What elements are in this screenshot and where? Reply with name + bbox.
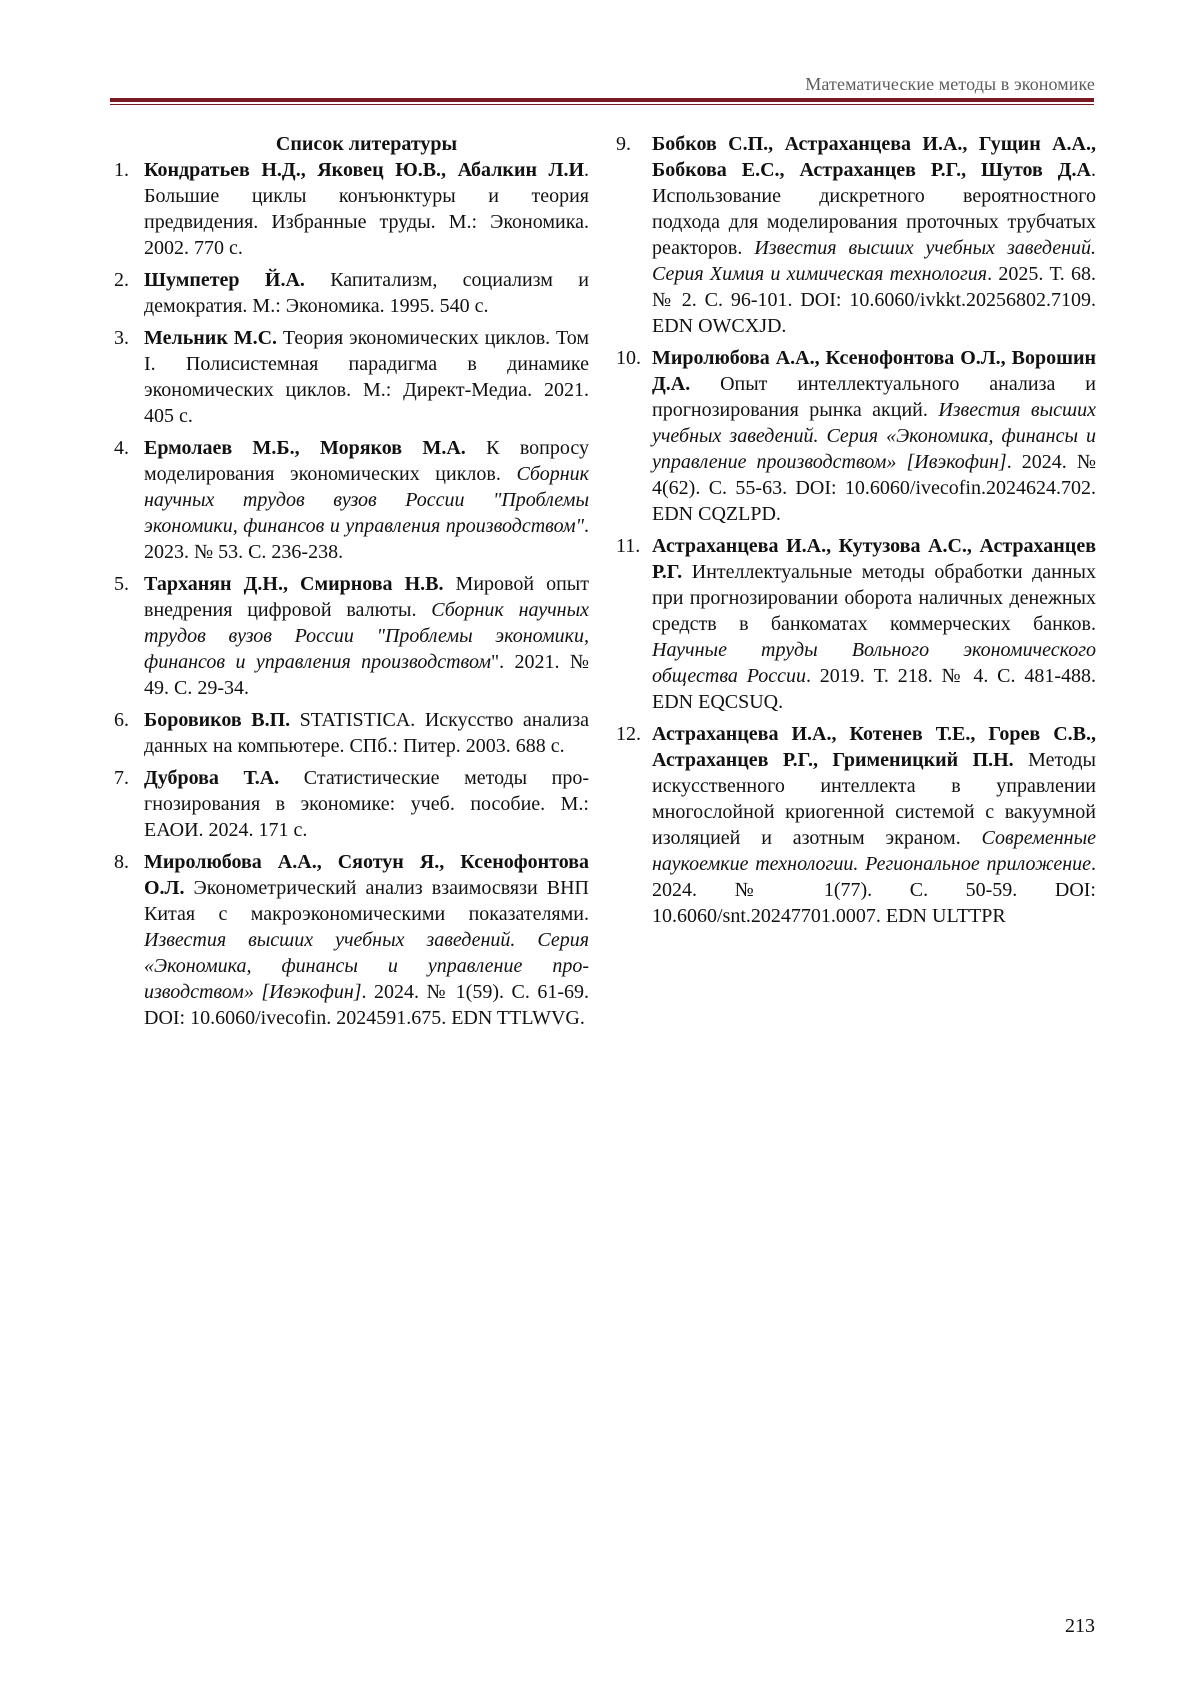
reference-source: Сборник научных трудов вузов России "Проблемы экономики, финансов и управления производством" (144, 463, 589, 537)
reference-authors: Бобков С.П., Астраханцева И.А., Гущин А.А., Бобкова Е.С., Астраханцев Р.Г., Шутов Д.А (652, 133, 1096, 181)
reference-authors: Миролюбова А.А., Сяотун Я., Ксенофонтова О.Л. (144, 851, 589, 899)
references-column-right (618, 131, 1096, 935)
reference-number: 2. (114, 269, 129, 291)
reference-number: 4. (114, 437, 129, 459)
reference-number: 12. (616, 723, 641, 745)
reference-number: 6. (114, 709, 129, 731)
reference-details: . 2023. № 53. С. 236-238. (144, 515, 589, 563)
reference-item-11 (618, 533, 1096, 715)
reference-number: 10. (616, 347, 641, 369)
page-number: 213 (1065, 1615, 1095, 1637)
references-heading: Список литературы (275, 133, 458, 155)
reference-source: Известия высших учебных заведений. Серия «Экономика, финансы и управление производством» [Ивэкофин] (652, 399, 1096, 473)
reference-item-2 (114, 267, 589, 319)
references-column-left (114, 131, 589, 1037)
reference-authors: Миролюбова А.А., Ксенофонтова О.Л., Ворошин Д.А. (652, 347, 1096, 395)
reference-text: Методы искусственного интеллекта в управлении многослойной криогенной системой с вакуумной изоляцией и азотным экраном. (652, 749, 1096, 849)
reference-text: . Использование дискретного вероятностного подхода для моделирования проточных трубчатых реакторов. (652, 159, 1096, 259)
reference-authors: Шумпетер Й.А. (144, 269, 305, 291)
reference-authors: Астраханцева И.А., Котенев Т.Е., Горев С.В., Астраханцев Р.Г., Грименицкий П.Н. (652, 723, 1096, 771)
reference-details: . 2025. Т. 68. № 2. С. 96-101. DOI: 10.6060/ivkkt.20256802.7109. EDN OWCXJD. (652, 263, 1096, 337)
reference-authors: Астраханцева И.А., Кутузова А.С., Астраханцев Р.Г. (652, 535, 1096, 583)
reference-item-7 (114, 765, 589, 843)
reference-details: . 2024. № 1(77). С. 50-59. DOI: 10.6060/snt.20247701.0007. EDN ULTTPR (652, 853, 1096, 927)
header-rule-thick (110, 98, 1094, 102)
reference-details: . 2024. № 1(59). С. 61-69. DOI: 10.6060/ivecofin. 2024591.675. EDN TTLWVG. (144, 981, 589, 1029)
running-header-title: Математические методы в экономике (805, 74, 1095, 94)
reference-item-9 (618, 131, 1096, 339)
reference-number: 3. (114, 327, 129, 349)
reference-authors: Ермолаев М.Б., Моряков М.А. (144, 437, 466, 459)
reference-source: Сборник научных трудов вузов России "Проблемы экономики, финансов и управления производством (144, 599, 589, 673)
reference-text: К вопросу моделирования экономических циклов. (144, 437, 589, 485)
reference-source: Современные наукоемкие технологии. Региональное приложение (652, 827, 1096, 875)
reference-item-5 (114, 571, 589, 701)
reference-item-10 (618, 345, 1096, 527)
reference-text: STATISTICA. Искусство анализа данных на компьютере. СПб.: Питер. 2003. 688 с. (144, 709, 589, 757)
reference-source: Известия высших учебных заведений. Серия Химия и химическая технология (652, 237, 1096, 285)
header-rule-thin (110, 104, 1094, 105)
reference-text: Капитализм, социализм и демократия. М.: Экономика. 1995. 540 с. (144, 269, 589, 317)
reference-item-1 (114, 157, 589, 261)
reference-text: Мировой опыт внедрения цифровой валюты. (144, 573, 589, 621)
reference-number: 5. (114, 573, 129, 595)
reference-number: 7. (114, 767, 129, 789)
reference-authors: Тарханян Д.Н., Смирнова Н.В. (144, 573, 444, 595)
reference-text: Опыт интеллектуального анализа и прогнозирования рынка акций. (652, 373, 1096, 421)
reference-text: . Большие циклы конъюнктуры и теория предвидения. Избранные труды. М.: Экономика. 2002. 770 с. (144, 159, 589, 259)
reference-authors: Мельник М.С. (144, 327, 278, 349)
reference-text: Статистические методы прогнозирования в экономике: учеб. пособие. М.: ЕАОИ. 2024. 171 с. (144, 767, 590, 841)
reference-source: Научные труды Вольного экономического общества России (652, 639, 1096, 687)
reference-details: ". 2021. № 49. С. 29-34. (144, 651, 589, 699)
reference-details: . 2019. Т. 218. № 4. С. 481-488. EDN EQCSUQ. (652, 665, 1097, 713)
reference-item-8 (114, 849, 589, 1031)
reference-authors: Кондратьев Н.Д., Яковец Ю.В., Абалкин Л.И (144, 159, 584, 181)
reference-authors: Боровиков В.П. (144, 709, 291, 731)
reference-authors: Дуброва Т.А. (144, 767, 280, 789)
reference-source: Известия высших учебных заведений. Серия «Экономика, финансы и управление производством» [Ивэкофин] (144, 929, 589, 1003)
reference-number: 9. (616, 133, 631, 155)
reference-item-4 (114, 435, 589, 565)
reference-number: 11. (616, 535, 641, 557)
reference-details: . 2024. № 4(62). С. 55-63. DOI: 10.6060/ivecofin.2024624.702. EDN CQZLPD. (652, 451, 1096, 525)
reference-text: Интеллектуальные методы обработки данных при прогнозировании оборота наличных денежных средств в банкоматах коммерческих банков. (652, 561, 1096, 635)
reference-number: 8. (114, 851, 129, 873)
reference-text: Эконометрический анализ взаимосвязи ВНП Китая с макроэкономическими показателями. (144, 877, 589, 925)
reference-item-12 (618, 721, 1096, 929)
reference-item-3 (114, 325, 589, 429)
reference-text: Теория экономических циклов. Том I. Полисистемная парадигма в динамике экономических циклов. М.: Директ-Медиа. 2021. 405 с. (144, 327, 589, 427)
reference-number: 1. (114, 159, 129, 181)
reference-item-6 (114, 707, 589, 759)
